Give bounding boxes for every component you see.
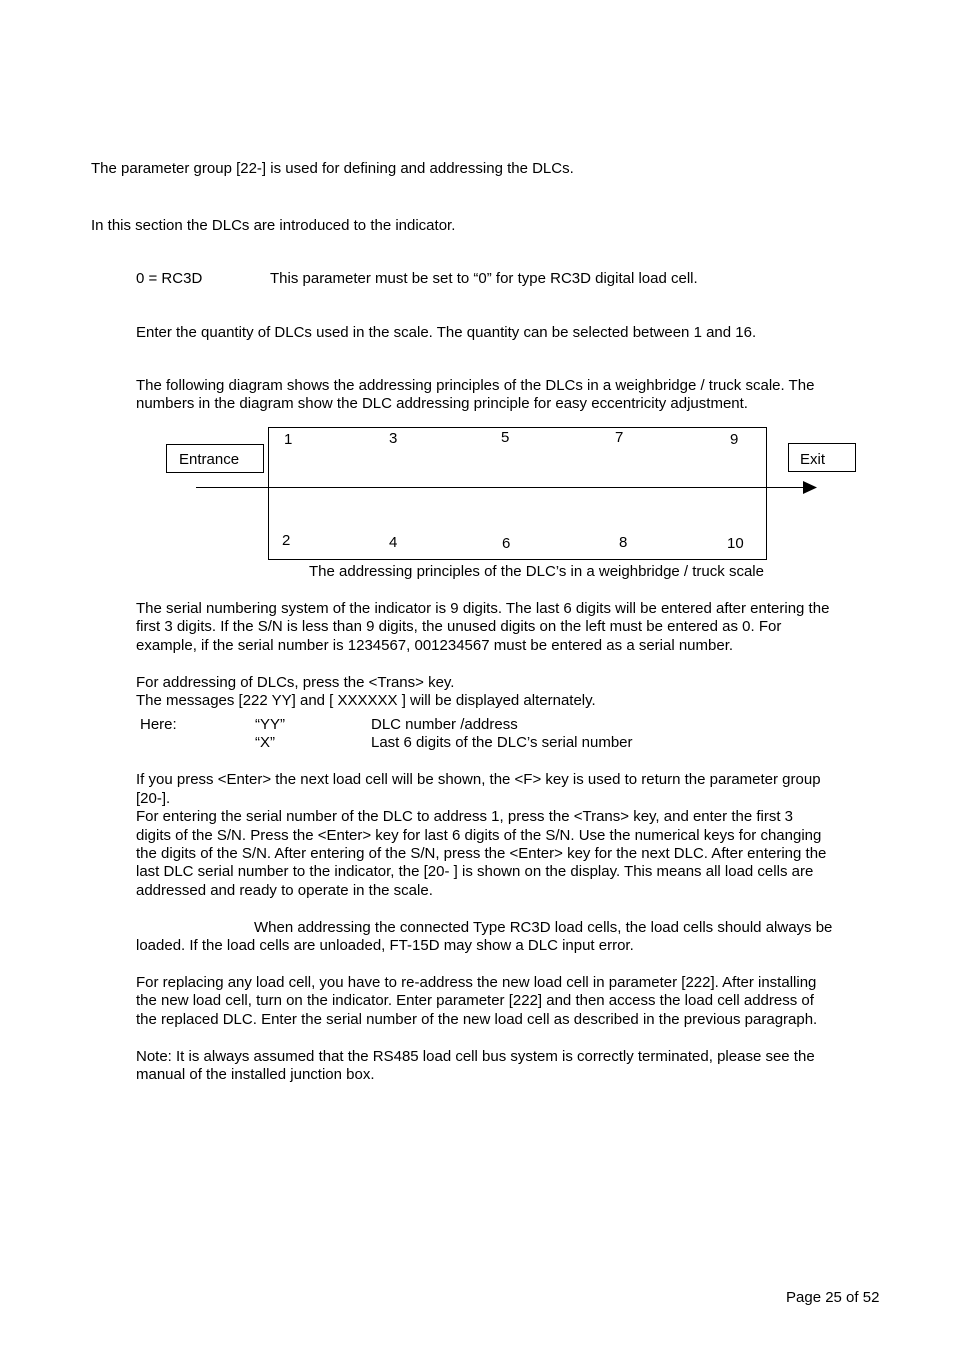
load-cell-number: 10 [727, 535, 744, 552]
here-key: “YY” [255, 716, 285, 733]
here-label: Here: [140, 716, 177, 733]
load-cell-number: 5 [501, 429, 510, 446]
quantity-text: Enter the quantity of DLCs used in the scale. The quantity can be selected between 1 and 16. [136, 324, 757, 341]
paragraph-line: When addressing the connected Type RC3D load cells, the load cells should always be [254, 919, 833, 936]
paragraph-line: If you press <Enter> the next load cell will be shown, the <F> key is used to return the parameter group [136, 771, 821, 788]
load-cell-number: 2 [282, 532, 291, 549]
entrance-label: Entrance [179, 451, 240, 468]
paragraph-line: Note: It is always assumed that the RS485 load cell bus system is correctly terminated, please see the [136, 1048, 815, 1065]
diagram-caption: The addressing principles of the DLC’s in a weighbridge / truck scale [309, 563, 764, 580]
paragraph-line: For replacing any load cell, you have to re-address the new load cell in parameter [222]. After installing [136, 974, 817, 991]
load-cell-number: 7 [615, 429, 624, 446]
paragraph-line: the replaced DLC. Enter the serial number of the new load cell as described in the previous paragraph. [136, 1011, 818, 1028]
diagram-intro-line: The following diagram shows the addressing principles of the DLCs in a weighbridge / truck scale. The [136, 377, 815, 394]
paragraph-line: The messages [222 YY] and [ XXXXXX ] will be displayed alternately. [136, 692, 596, 709]
paragraph-line: last DLC serial number to the indicator, the [20- ] is shown on the display. This means all load cells are [136, 863, 814, 880]
paragraph-line: [20-]. [136, 790, 171, 807]
paragraph-line: loaded. If the load cells are unloaded, FT-15D may show a DLC input error. [136, 937, 634, 954]
paragraph-line: For addressing of DLCs, press the <Trans> key. [136, 674, 455, 691]
paragraph-line: first 3 digits. If the S/N is less than 9 digits, the unused digits on the left must be entered as 0. For [136, 618, 782, 635]
paragraph-line: manual of the installed junction box. [136, 1066, 375, 1083]
paragraph-line: the digits of the S/N. After entering of the S/N, press the <Enter> key for the next DLC. After entering the [136, 845, 827, 862]
here-key: “X” [255, 734, 275, 751]
direction-arrow-line [196, 487, 804, 488]
load-cell-number: 6 [502, 535, 511, 552]
paragraph-line: digits of the S/N. Press the <Enter> key for last 6 digits of the S/N. Use the numerical keys for changing [136, 827, 822, 844]
here-value: Last 6 digits of the DLC’s serial number [371, 734, 633, 751]
page-number: Page 25 of 52 [786, 1289, 880, 1306]
exit-label: Exit [800, 451, 826, 468]
paragraph-line: the new load cell, turn on the indicator. Enter parameter [222] and then access the load cell address of [136, 992, 814, 1009]
load-cell-number: 4 [389, 534, 398, 551]
load-cell-number: 1 [284, 431, 293, 448]
paragraph-line: addressed and ready to operate in the scale. [136, 882, 433, 899]
arrow-head-icon [803, 481, 817, 494]
paragraph-line: example, if the serial number is 1234567, 001234567 must be entered as a serial number. [136, 637, 734, 654]
load-cell-number: 9 [730, 431, 739, 448]
paragraph-line: For entering the serial number of the DLC to address 1, press the <Trans> key, and enter the first 3 [136, 808, 794, 825]
paragraph-line: The serial numbering system of the indicator is 9 digits. The last 6 digits will be entered after entering the [136, 600, 830, 617]
load-cell-number: 8 [619, 534, 628, 551]
section-intro: In this section the DLCs are introduced to the indicator. [91, 217, 456, 234]
diagram-intro-line: numbers in the diagram show the DLC addressing principle for easy eccentricity adjustment. [136, 395, 748, 412]
scale-platform [268, 427, 767, 560]
param-type-description: This parameter must be set to “0” for type RC3D digital load cell. [270, 270, 698, 287]
here-value: DLC number /address [371, 716, 518, 733]
intro-text: The parameter group [22-] is used for defining and addressing the DLCs. [91, 160, 574, 177]
param-type-value: 0 = RC3D [136, 270, 203, 287]
load-cell-number: 3 [389, 430, 398, 447]
